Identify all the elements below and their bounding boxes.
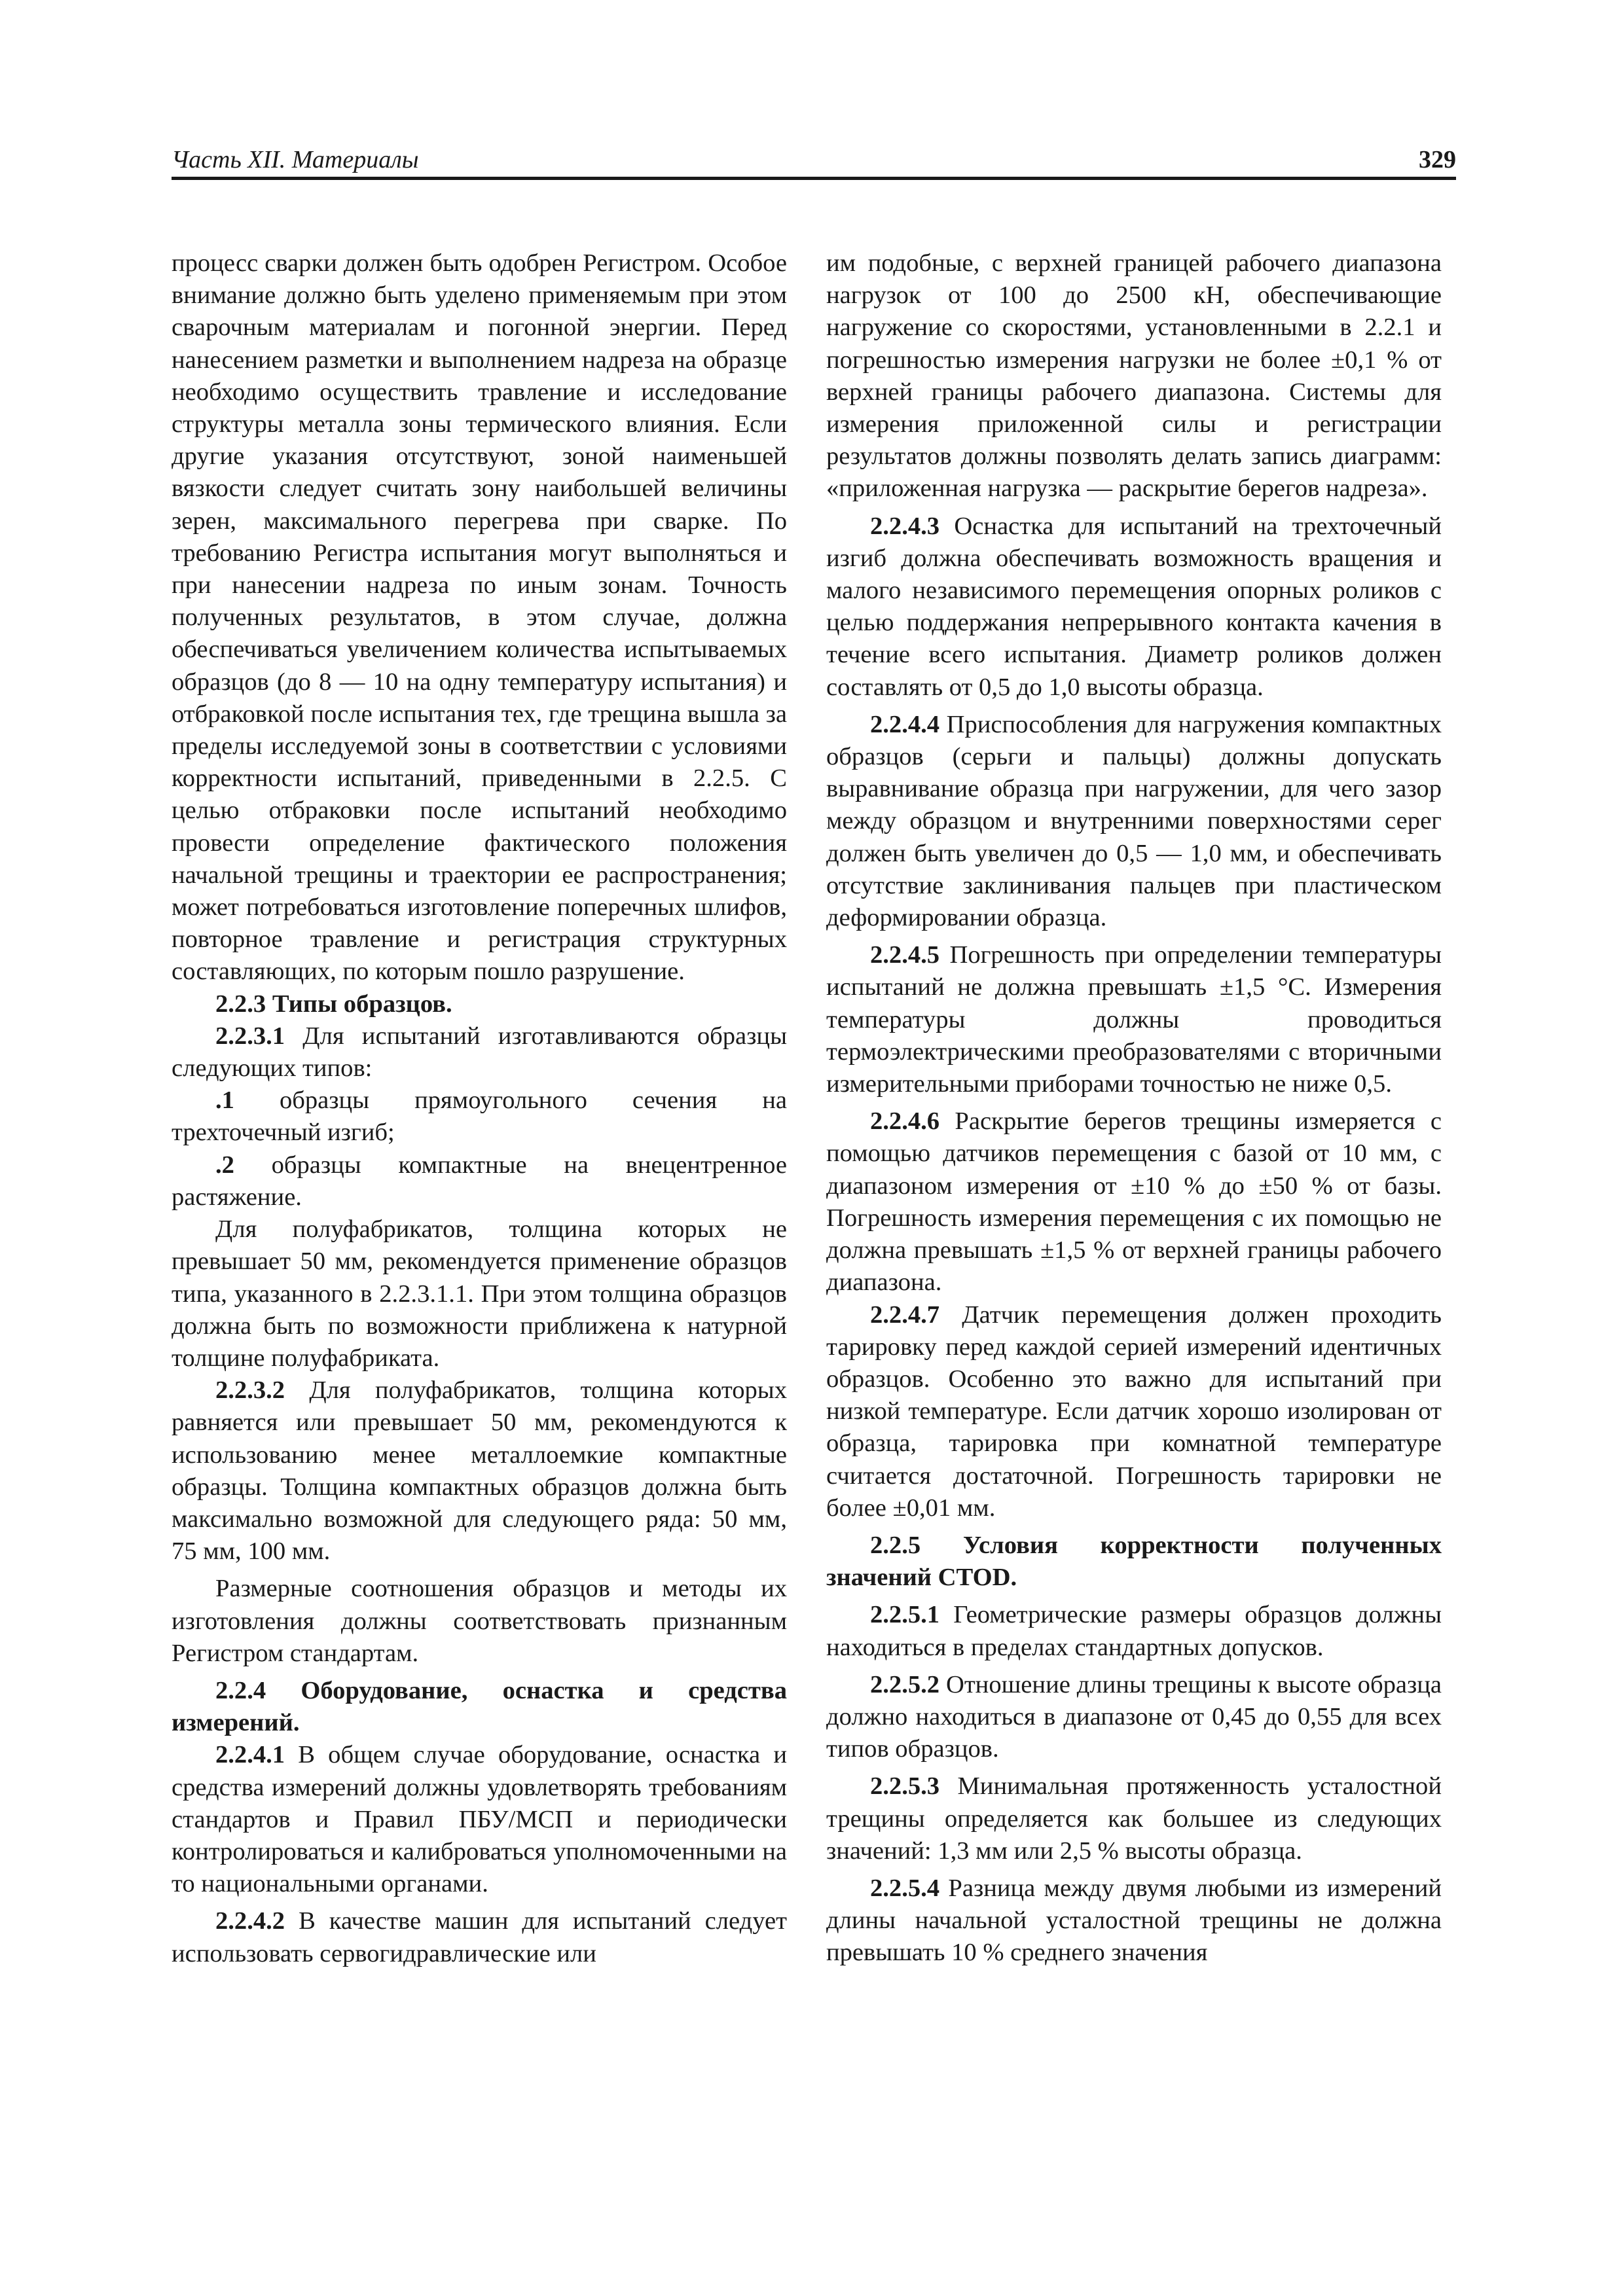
left-column: [172, 247, 787, 1970]
paragraph-text: Датчик перемещения должен проходить тарировку перед каждой серией измерений идентичных образцов. Особенно это важно для испытаний при низкой температуре. Если датчик хорошо изолирован от образца, тарировка при комнатной температуре считается достаточной. Погрешность тарировки не более ±0,01 мм.: [826, 1300, 1442, 1522]
paragraph: [826, 247, 1442, 505]
paragraph: [172, 247, 787, 988]
section-number: 2.2.4.5: [870, 941, 940, 969]
header-rule: [172, 177, 1456, 180]
section-number: 2.2.3.1: [215, 1022, 285, 1050]
paragraph-text: Для полуфабрикатов, толщина которых равняется или превышает 50 мм, рекомендуются к использованию менее металлоемкие компактные образцы. Толщина компактных образцов должна быть максимально возможной для следующего ряда: 50 мм, 75 мм, 100 мм.: [172, 1376, 787, 1566]
paragraph: [172, 1739, 787, 1900]
section-number: 2.2.5.4: [870, 1874, 940, 1902]
paragraph: [172, 1905, 787, 1969]
page-header: [172, 145, 1456, 179]
paragraph-text: Разница между двумя любыми из измерений длины начальной усталостной трещины не должна превышать 10 % среднего значения: [826, 1874, 1442, 1967]
list-number: .2: [215, 1151, 234, 1179]
section-number: 2.2.5.2: [870, 1670, 940, 1698]
paragraph: [826, 709, 1442, 934]
section-title: Оборудование, оснастка и средства измерений.: [172, 1676, 787, 1737]
section-heading: [172, 988, 787, 1020]
section-number: 2.2.3: [215, 990, 266, 1018]
section-number: 2.2.4.2: [215, 1907, 285, 1935]
paragraph-text: Отношение длины трещины к высоте образца должно находиться в диапазоне от 0,45 до 0,55 для всех типов образцов.: [826, 1670, 1442, 1763]
section-number: 2.2.3.2: [215, 1376, 285, 1405]
paragraph: [172, 1020, 787, 1085]
section-number: 2.2.4: [215, 1676, 266, 1704]
paragraph-text: Погрешность при определении температуры испытаний не должна превышать ±1,5 °С. Измерения температуры должны проводиться термоэлектрическими преобразователями с вторичными измерительными приборами точностью не ниже 0,5.: [826, 941, 1442, 1098]
paragraph: [172, 1374, 787, 1568]
list-text: образцы компактные на внецентренное растяжение.: [172, 1151, 787, 1211]
paragraph-text: В общем случае оборудование, оснастка и средства измерений должны удовлетворять требованиям стандартов и Правил ПБУ/МСП и периодически контролироваться и калиброваться уполномоченными на то национальными органами.: [172, 1741, 787, 1898]
paragraph-text: Размерные соотношения образцов и методы их изготовления должны соответствовать признанным Регистром стандартам.: [172, 1575, 787, 1667]
paragraph: [826, 1873, 1442, 1969]
paragraph-text: Оснастка для испытаний на трехточечный изгиб должна обеспечивать возможность вращения и малого независимого перемещения опорных роликов с целью поддержания непрерывного контакта качения в течение всего испытания. Диаметр роликов должен составлять от 0,5 до 1,0 высоты образца.: [826, 512, 1442, 701]
section-title: Типы образцов.: [272, 990, 452, 1018]
section-heading: [172, 1675, 787, 1739]
list-number: .1: [215, 1086, 234, 1115]
section-heading: [826, 1530, 1442, 1594]
section-number: 2.2.5.3: [870, 1772, 940, 1801]
section-number: 2.2.4.6: [870, 1107, 940, 1136]
paragraph-text: процесс сварки должен быть одобрен Регистром. Особое внимание должно быть уделено применяемым при этом сварочным материалам и погонной энергии. Перед нанесением разметки и выполнением надреза на образце необходимо осуществить травление и исследование структуры металла зоны термического влияния. Если другие указания отсутствуют, зоной наименьшей вязкости следует считать зону наибольшей величины зерен, максимального перегрева при сварке. По требованию Регистра испытания могут выполняться и при нанесении надреза по иным зонам. Точность полученных результатов, в этом случае, должна обеспечиваться увеличением количества испытываемых образцов (до 8 — 10 на одну температуру испытания) и отбраковкой после испытания тех, где трещина вышла за пределы исследуемой зоны в соответствии с условиями корректности испытаний, приведенными в 2.2.5. С целью отбраковки после испытаний необходимо провести определение фактического положения начальной трещины и траектории ее распространения; может потребоваться изготовление поперечных шлифов, повторное травление и регистрация структурных составляющих, по которым пошло разрушение.: [172, 249, 787, 986]
paragraph: [826, 939, 1442, 1100]
paragraph: [172, 1573, 787, 1670]
section-title: Условия корректности полученных значений CTOD.: [826, 1531, 1442, 1592]
section-number: 2.2.4.1: [215, 1741, 285, 1769]
paragraph-text: Раскрытие берегов трещины измеряется с помощью датчиков перемещения с базой от 10 мм, с диапазоном измерения от ±10 % до ±50 % от базы. Погрешность измерения перемещения с их помощью не должна превышать ±1,5 % от верхней границы рабочего диапазона.: [826, 1107, 1442, 1297]
paragraph: [826, 1669, 1442, 1766]
section-number: 2.2.4.7: [870, 1300, 940, 1329]
section-number: 2.2.4.4: [870, 710, 940, 738]
paragraph-text: В качестве машин для испытаний следует использовать сервогидравлические или: [172, 1907, 787, 1967]
paragraph-text: Геометрические размеры образцов должны находиться в пределах стандартных допусков.: [826, 1601, 1442, 1661]
paragraph-text: им подобные, с верхней границей рабочего диапазона нагрузок от 100 до 2500 кН, обеспечивающие нагружение со скоростями, установленными в 2.2.1 и погрешностью измерения нагрузки не более ±0,1 % от верхней границы рабочего диапазона. Системы для измерения приложенной силы и регистрации результатов должны позволять делать запись диаграмм: «приложенная нагрузка — раскрытие берегов надреза».: [826, 249, 1442, 503]
paragraph: [826, 1299, 1442, 1524]
paragraph-text: Минимальная протяженность усталостной трещины определяется как большее из следующих значений: 1,3 мм или 2,5 % высоты образца.: [826, 1772, 1442, 1865]
running-head: Часть XII. Материалы: [172, 146, 419, 173]
section-number: 2.2.5: [870, 1531, 921, 1559]
paragraph: [826, 1105, 1442, 1299]
list-item: [172, 1085, 787, 1149]
right-column: [826, 247, 1442, 1969]
paragraph: [172, 1213, 787, 1374]
list-text: образцы прямоугольного сечения на трехточечный изгиб;: [172, 1086, 787, 1147]
page-number: 329: [1419, 146, 1456, 173]
paragraph: [826, 1770, 1442, 1867]
section-number: 2.2.4.3: [870, 512, 940, 540]
paragraph-text: Для испытаний изготавливаются образцы следующих типов:: [172, 1022, 787, 1083]
paragraph: [826, 1599, 1442, 1663]
paragraph-text: Приспособления для нагружения компактных образцов (серьги и пальцы) должны допускать выравнивание образца при нагружении, для чего зазор между образцом и внутренними поверхностями серег должен быть увеличен до 0,5 — 1,0 мм, и обеспечивать отсутствие заклинивания пальцев при пластическом деформировании образца.: [826, 710, 1442, 932]
section-number: 2.2.5.1: [870, 1601, 940, 1629]
paragraph: [826, 511, 1442, 704]
list-item: [172, 1149, 787, 1213]
paragraph-text: Для полуфабрикатов, толщина которых не превышает 50 мм, рекомендуется применение образцов типа, указанного в 2.2.3.1.1. При этом толщина образцов должна быть по возможности приближена к натурной толщине полуфабриката.: [172, 1215, 787, 1372]
